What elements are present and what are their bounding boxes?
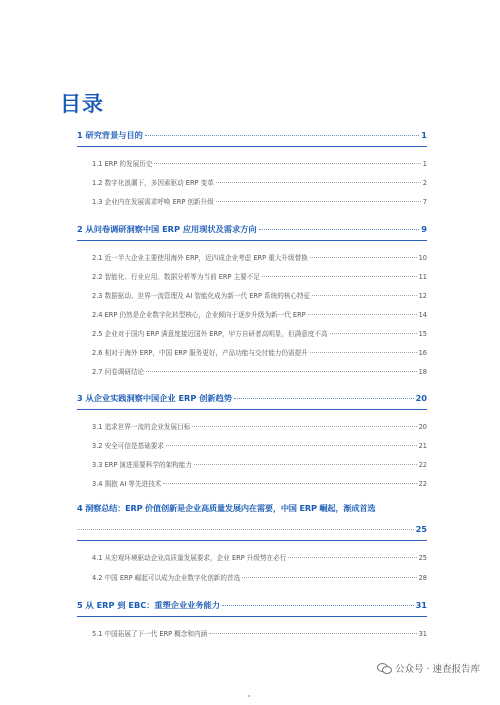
toc-item-3-2[interactable]: 3.2 安全可信是基础要求 21 [92, 442, 427, 450]
toc-item-3-3[interactable]: 3.3 ERP 演进需要科学的架构能力 22 [92, 461, 427, 469]
toc-item-2-7[interactable]: 2.7 问卷调研结论 18 [92, 368, 427, 376]
toc-item-2-2[interactable]: 2.2 智能化、行业应用、数据分析等为当前 ERP 主要不足 11 [92, 273, 427, 281]
toc-section-5[interactable]: 5 从 ERP 到 EBC：重塑企业业务能力 31 [77, 600, 427, 610]
wechat-icon [377, 663, 391, 674]
section-divider [77, 240, 427, 241]
toc-item-3-1[interactable]: 3.1 追求世界一流的企业发展目标 20 [92, 423, 427, 431]
toc-item-2-5[interactable]: 2.5 企业对于国内 ERP 满意度接近国外 ERP，甲方自研者高明显，但满意度不高 15 [92, 330, 427, 338]
toc-item-2-6[interactable]: 2.6 相对于海外 ERP，中国 ERP 服务更好，产品功能与交付能力仍需提升 16 [92, 349, 427, 357]
toc-item-5-1[interactable]: 5.1 中国拓展了下一代 ERP 概念和内涵 31 [92, 630, 427, 638]
toc-item-1-3[interactable]: 1.3 企业内在发展需求呼唤 ERP 创新升级 7 [92, 198, 427, 206]
toc-item-2-4[interactable]: 2.4 ERP 仍然是企业数字化转型核心，企业倾向于逐步升级为新一代 ERP 14 [92, 311, 427, 319]
page-dot [248, 695, 250, 697]
toc-section-3[interactable]: 3 从企业实践洞察中国企业 ERP 创新趋势 20 [77, 393, 427, 403]
toc-item-2-1[interactable]: 2.1 近一半大企业主要使用海外 ERP，近四成企业考虑 ERP 重大升级替换 10 [92, 254, 427, 262]
page-title: 目录 [60, 92, 104, 116]
section-divider [77, 409, 427, 410]
toc-item-2-3[interactable]: 2.3 数据驱动、世界一流管理及 AI 智能化成为新一代 ERP 系统的核心特征 12 [92, 292, 427, 300]
toc-item-1-1[interactable]: 1.1 ERP 的发展历史 1 [92, 160, 427, 168]
section-divider [77, 146, 427, 147]
toc-item-3-4[interactable]: 3.4 拥抱 AI 等先进技术 22 [92, 480, 427, 488]
toc-section-1[interactable]: 1 研究背景与目的 1 [77, 130, 427, 140]
section-divider [77, 616, 427, 617]
toc-section-2[interactable]: 2 从问卷调研洞察中国 ERP 应用现状及需求方向 9 [77, 224, 427, 234]
toc-item-1-2[interactable]: 1.2 数字化浪潮下，多因素驱动 ERP 变革 2 [92, 179, 427, 187]
toc-item-4-2[interactable]: 4.2 中国 ERP 崛起可以成为企业数字化创新的首选 28 [92, 574, 427, 582]
section-divider [77, 540, 427, 541]
footer-watermark: 公众号 · 速查报告库 [377, 661, 480, 675]
toc-section-4[interactable]: 4 洞察总结：ERP 价值创新是企业高质量发展内在需要，中国 ERP 崛起，渐成首选 25 [77, 503, 427, 534]
toc-item-4-1[interactable]: 4.1 从宏观环境驱动企业高质量发展要求，企业 ERP 升级势在必行 25 [92, 554, 427, 562]
